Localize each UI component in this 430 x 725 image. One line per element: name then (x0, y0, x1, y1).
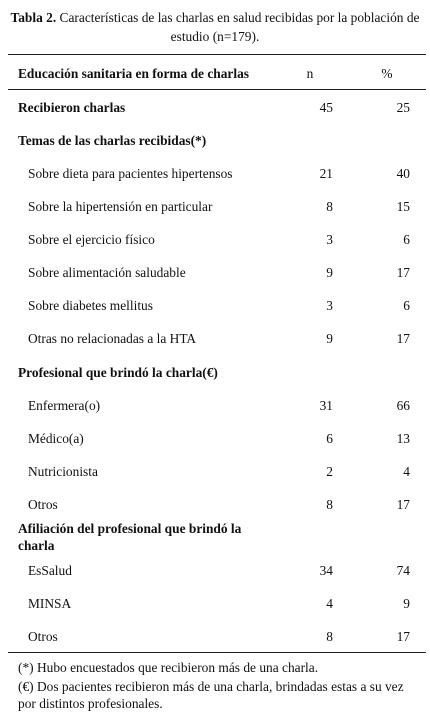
table-caption (10, 8, 420, 46)
bottom-rule (8, 652, 426, 653)
row-label: Otros (28, 497, 58, 512)
table-row (0, 431, 430, 451)
row-percent: 40 (396, 166, 410, 181)
row-label: Sobre dieta para pacientes hipertensos (28, 166, 233, 181)
row-n: 9 (326, 265, 333, 280)
row-label: Nutricionista (28, 464, 98, 479)
row-percent: 17 (396, 265, 410, 280)
row-n: 8 (326, 629, 333, 644)
row-percent: 17 (396, 497, 410, 512)
row-n: 3 (326, 298, 333, 313)
section-heading-line1: Afiliación del profesional que brindó la (18, 521, 242, 536)
row-n: 45 (319, 100, 333, 115)
header-col-percent: % (381, 66, 393, 81)
row-label: Sobre la hipertensión en particular (28, 199, 213, 214)
row-label: Sobre alimentación saludable (28, 265, 186, 280)
section-heading (0, 133, 430, 153)
row-percent: 13 (396, 431, 410, 446)
row-label: Otros (28, 629, 58, 644)
row-n: 21 (319, 166, 333, 181)
top-rule (8, 54, 426, 55)
section-heading-line2: charla (18, 538, 55, 553)
row-percent: 6 (403, 232, 410, 247)
table-header (0, 66, 430, 86)
table-caption-label: Tabla 2. (10, 10, 57, 25)
section-heading-label: Profesional que brindó la charla(€) (18, 365, 218, 380)
row-n: 4 (326, 596, 333, 611)
row-n: 6 (326, 431, 333, 446)
section-heading (0, 365, 430, 385)
table-row (0, 199, 430, 219)
row-percent: 15 (396, 199, 410, 214)
row-percent: 17 (396, 331, 410, 346)
row-n: 8 (326, 199, 333, 214)
row-percent: 74 (396, 563, 410, 578)
row-percent: 25 (396, 100, 410, 115)
table-row (0, 265, 430, 285)
row-n: 8 (326, 497, 333, 512)
row-percent: 17 (396, 629, 410, 644)
row-label: Sobre el ejercicio físico (28, 232, 155, 247)
row-label: Otras no relacionadas a la HTA (28, 331, 197, 346)
row-n: 3 (326, 232, 333, 247)
table-row (0, 563, 430, 583)
row-n: 34 (319, 563, 333, 578)
row-percent: 9 (403, 596, 410, 611)
table-row (0, 629, 430, 649)
section-heading (18, 520, 288, 554)
table-row (0, 166, 430, 186)
row-label: Médico(a) (28, 431, 84, 446)
table-row (0, 298, 430, 318)
table-row (0, 596, 430, 616)
header-rule (8, 89, 426, 90)
table-row (0, 100, 430, 120)
table-row (0, 331, 430, 351)
row-percent: 6 (403, 298, 410, 313)
section-heading-label: Temas de las charlas recibidas(*) (18, 133, 207, 148)
row-n: 31 (319, 398, 333, 413)
table-row (0, 232, 430, 252)
row-n: 9 (326, 331, 333, 346)
footnote: (*) Hubo encuestados que recibieron más de una charla. (18, 660, 319, 675)
table-caption-text: Características de las charlas en salud recibidas por la población de estudio (n=179). (59, 10, 420, 44)
row-label: Enfermera(o) (28, 398, 101, 413)
row-percent: 4 (403, 464, 410, 479)
row-label: Recibieron charlas (18, 100, 126, 115)
row-percent: 66 (396, 398, 410, 413)
row-label: EsSalud (28, 563, 72, 578)
row-label: Sobre diabetes mellitus (28, 298, 153, 313)
header-col-n: n (306, 66, 314, 81)
row-label: MINSA (28, 596, 72, 611)
table-row (0, 497, 430, 517)
table-row (0, 398, 430, 418)
footnote: (€) Dos pacientes recibieron más de una charla, brindadas estas a su vez por distintos profesionales. (18, 679, 404, 711)
row-n: 2 (326, 464, 333, 479)
header-col-topic: Educación sanitaria en forma de charlas (18, 66, 249, 81)
table-row (0, 464, 430, 484)
